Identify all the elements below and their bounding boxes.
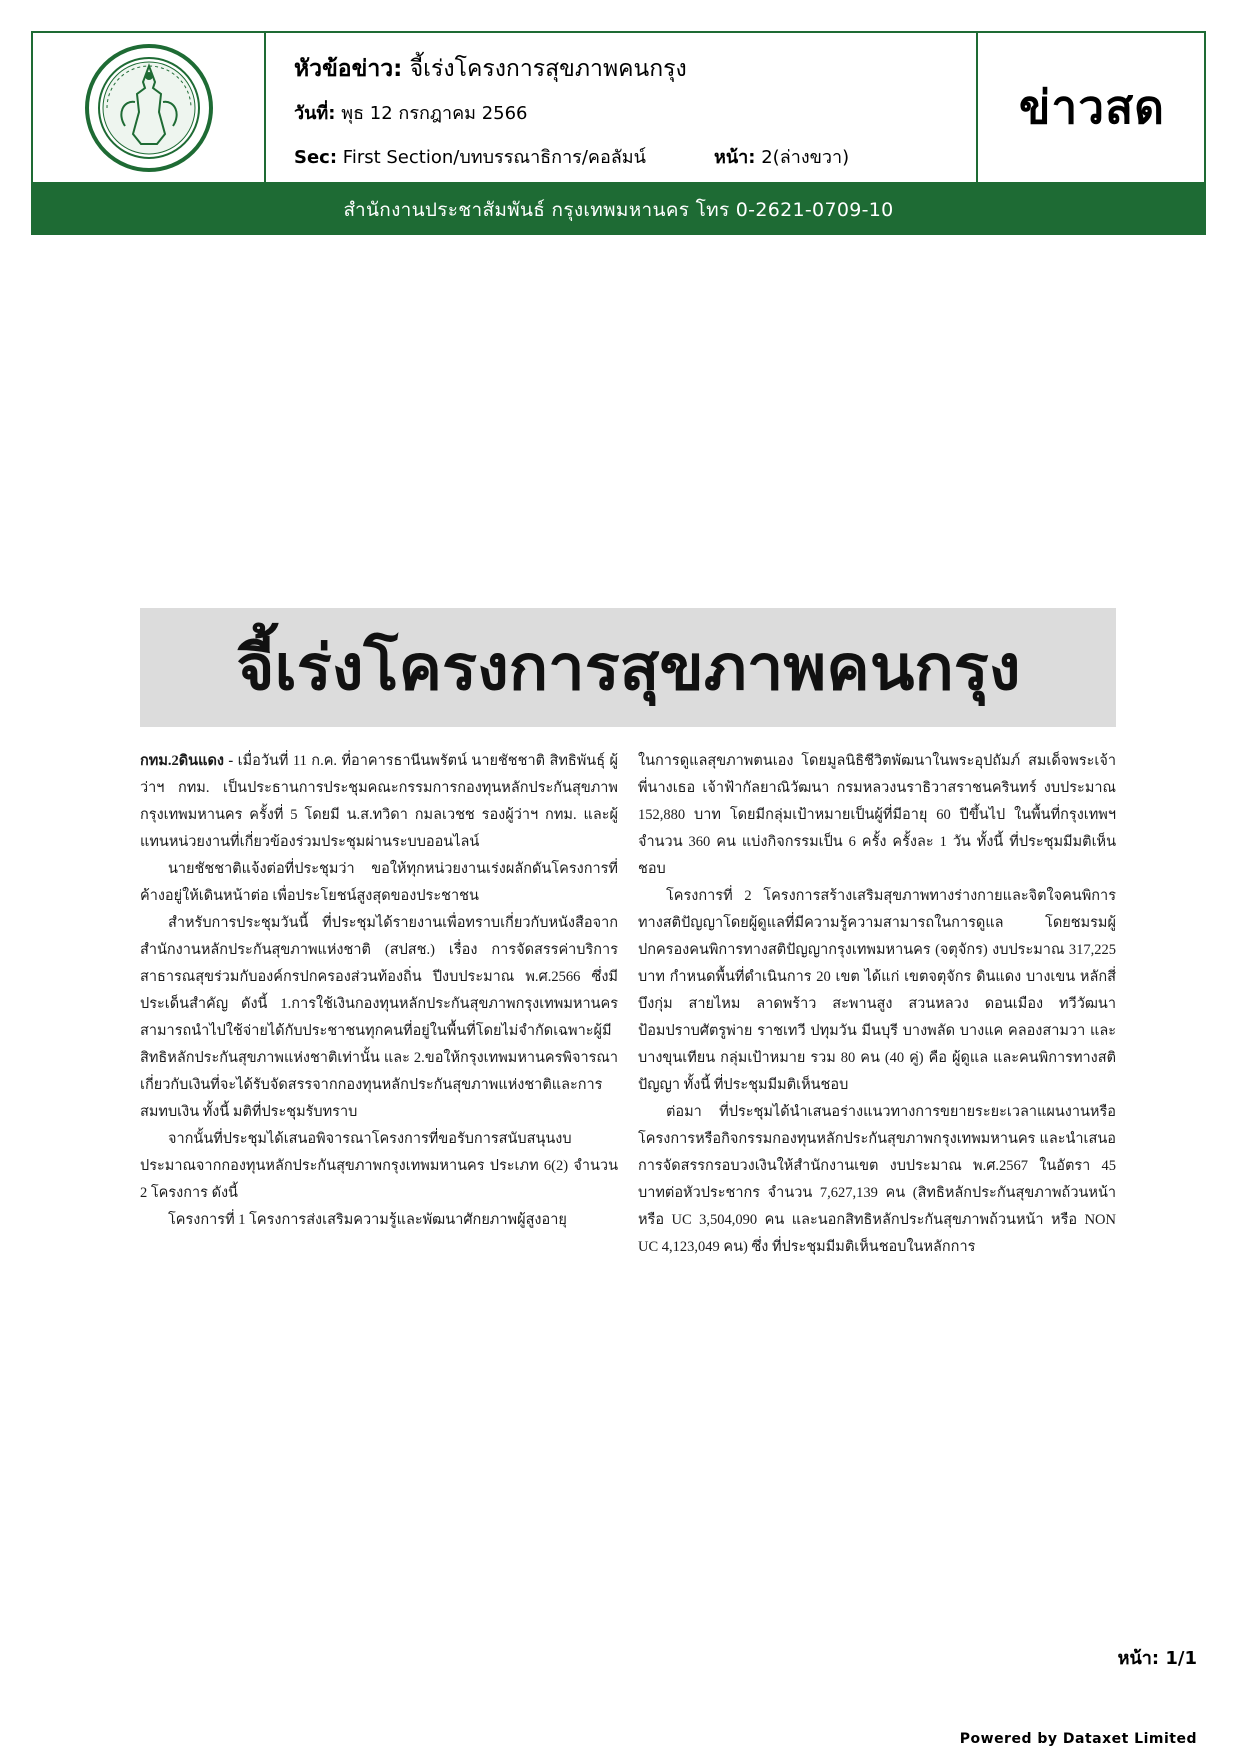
article-lead: กทม.2ดินแดง - — [140, 753, 234, 769]
page-ref-row — [714, 142, 849, 171]
news-clipping — [140, 608, 1116, 1308]
bma-logo — [33, 33, 266, 182]
page-number-label: หน้า: — [1117, 1648, 1160, 1669]
article-paragraph: โครงการที่ 2 โครงการสร้างเสริมสุขภาพทางร่างกายและจิตใจคนพิการทางสติปัญญาโดยผู้ดูแลที่มีความรู้ความสามารถในการดูแล โดยชมรมผู้ปกครองคนพิการทางสติปัญญากรุงเทพมหานคร (จตุจักร) งบประมาณ 317,225 บาท กำหนดพื้นที่ดำเนินการ 20 เขต ได้แก่ เขตจตุจักร ดินแดง บางเขน หลักสี่ บึงกุ่ม สายไหม ลาดพร้าว สะพานสูง สวนหลวง ดอนเมือง ทวีวัฒนา ป้อมปราบศัตรูพ่าย ราชเทวี ปทุมวัน มีนบุรี บางพลัด บางแค คลองสามวา และบางขุนเทียน กลุ่มเป้าหมาย รวม 80 คน (40 คู่) คือ ผู้ดูแล และคนพิการทางสติปัญญา ทั้งนี้ ที่ประชุมมีมติเห็นชอบ — [638, 888, 1116, 1093]
clipping-headline — [140, 608, 1116, 727]
newspaper-badge — [976, 33, 1206, 182]
date-row — [294, 98, 528, 127]
bma-seal-icon — [83, 42, 215, 174]
section-value: First Section/บทบรรณาธิการ/คอลัมน์ — [342, 147, 646, 168]
section-label: Sec: — [294, 147, 338, 168]
clipping-headline-text: จี้เร่งโครงการสุขภาพคนกรุง — [235, 630, 1021, 704]
article-paragraph — [140, 748, 618, 856]
article-paragraph: ในการดูแลสุขภาพตนเอง โดยมูลนิธิชีวิตพัฒนาในพระอุปถัมภ์ สมเด็จพระเจ้าพี่นางเธอ เจ้าฟ้ากัลยาณิวัฒนา กรมหลวงนราธิวาสราชนครินทร์ งบประมาณ 152,880 บาท โดยมีกลุ่มเป้าหมายเป็นผู้ที่มีอายุ 60 ปีขึ้นไป ในพื้นที่กรุงเทพฯ จำนวน 360 คน แบ่งกิจกรรมเป็น 6 ครั้ง ครั้งละ 1 วัน ทั้งนี้ ที่ประชุมมีมติเห็นชอบ — [638, 753, 1116, 877]
powered-by: Powered by Dataxet Limited — [959, 1731, 1197, 1747]
contact-text: สำนักงานประชาสัมพันธ์ กรุงเทพมหานคร โทร 0-2621-0709-10 — [343, 198, 894, 221]
page-ref-value: 2(ล่างขวา) — [761, 147, 850, 168]
article-column-left — [140, 748, 618, 1318]
article-paragraph: โครงการที่ 1 โครงการส่งเสริมความรู้และพัฒนาศักยภาพผู้สูงอายุ — [168, 1212, 567, 1228]
newspaper-name: ข่าวสด — [1018, 80, 1166, 134]
headline-row — [294, 51, 687, 87]
page-number-value: 1/1 — [1165, 1648, 1197, 1669]
date-label: วันที่: — [294, 103, 336, 124]
news-header — [31, 31, 1206, 184]
headline-label: หัวข้อข่าว: — [294, 56, 403, 82]
article-paragraph: นายชัชชาติแจ้งต่อที่ประชุมว่า ขอให้ทุกหน่วยงานเร่งผลักดันโครงการที่ค้างอยู่ให้เดินหน้าต่อ เพื่อประโยชน์สูงสุดของประชาชน — [140, 861, 618, 904]
contact-bar — [31, 184, 1206, 235]
page-ref-label: หน้า: — [714, 147, 756, 168]
headline-value: จี้เร่งโครงการสุขภาพคนกรุง — [409, 56, 687, 82]
page-number — [1118, 1643, 1197, 1672]
date-value: พุธ 12 กรกฎาคม 2566 — [341, 103, 528, 124]
header-info — [264, 33, 974, 182]
article-paragraph: ต่อมา ที่ประชุมได้นำเสนอร่างแนวทางการขยายระยะเวลาแผนงานหรือโครงการหรือกิจกรรมกองทุนหลักประกันสุขภาพกรุงเทพมหานคร และนำเสนอการจัดสรรกรอบวงเงินให้สำนักงานเขต งบประมาณ พ.ศ.2567 ในอัตรา 45 บาทต่อหัวประชากร จำนวน 7,627,139 คน (สิทธิหลักประกันสุขภาพถ้วนหน้า หรือ UC 3,504,090 คน และนอกสิทธิหลักประกันสุขภาพถ้วนหน้า หรือ NON UC 4,123,049 คน) ซึ่ง ที่ประชุมมีมติเห็นชอบในหลักการ — [638, 1104, 1116, 1255]
article-paragraph-text: เมื่อวันที่ 11 ก.ค. ที่อาคารธานีนพรัตน์ นายชัชชาติ สิทธิพันธุ์ ผู้ว่าฯ กทม. เป็นประธานการประชุมคณะกรรมการกองทุนหลักประกันสุขภาพกรุงเทพมหานคร ครั้งที่ 5 โดยมี น.ส.ทวิดา กมลเวชช รองผู้ว่าฯ กทม. และผู้แทนหน่วยงานที่เกี่ยวข้องร่วมประชุมผ่านระบบออนไลน์ — [140, 753, 618, 850]
article-paragraph: สำหรับการประชุมวันนี้ ที่ประชุมได้รายงานเพื่อทราบเกี่ยวกับหนังสือจากสำนักงานหลักประกันสุขภาพแห่งชาติ (สปสช.) เรื่อง การจัดสรรค่าบริการสาธารณสุขร่วมกับองค์กรปกครองส่วนท้องถิ่น ปีงบประมาณ พ.ศ.2566 ซึ่งมีประเด็นสำคัญ ดังนี้ 1.การใช้เงินกองทุนหลักประกันสุขภาพกรุงเทพมหานครสามารถนำไปใช้จ่ายได้กับประชาชนทุกคนที่อยู่ในพื้นที่โดยไม่จำกัดเฉพาะผู้มีสิทธิหลักประกันสุขภาพแห่งชาติเท่านั้น และ 2.ขอให้กรุงเทพมหานครพิจารณาเกี่ยวกับเงินที่จะได้รับจัดสรรจากกองทุนหลักประกันสุขภาพแห่งชาติและการสมทบเงิน ทั้งนี้ มติที่ประชุมรับทราบ — [140, 915, 618, 1120]
article-column-right — [638, 748, 1116, 1318]
article-paragraph: จากนั้นที่ประชุมได้เสนอพิจารณาโครงการที่ขอรับการสนับสนุนงบประมาณจากกองทุนหลักประกันสุขภาพกรุงเทพมหานคร ประเภท 6(2) จำนวน 2 โครงการ ดังนี้ — [140, 1131, 618, 1201]
section-row — [294, 142, 646, 171]
